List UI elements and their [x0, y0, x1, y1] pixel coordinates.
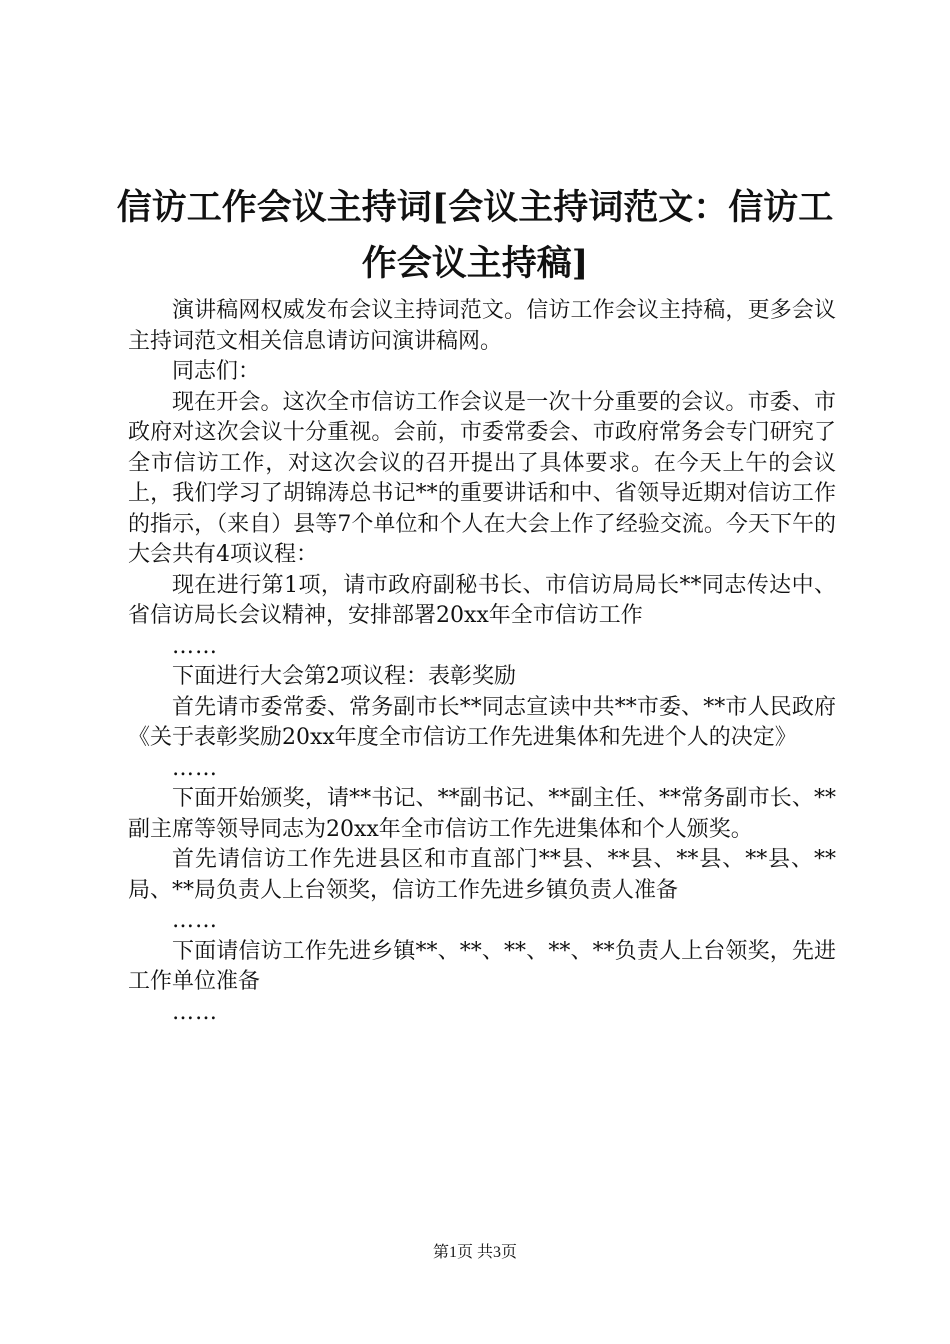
- paragraph-award-towns: 下面请信访工作先进乡镇**、**、**、**、**负责人上台领奖，先进工作单位准备: [128, 938, 836, 994]
- paragraph-awards: 下面开始颁奖，请**书记、**副书记、**副主任、**常务副市长、**副主席等领导同志为20xx年全市信访工作先进集体和个人颁奖。: [128, 786, 836, 842]
- paragraph-opening: 现在开会。这次全市信访工作会议是一次十分重要的会议。市委、市政府对这次会议十分重视。会前，市委常委会、市政府常务会专门研究了全市信访工作，对这次会议的召开提出了具体要求。在今天上午的会议上，我们学习了胡锦涛总书记**的重要讲话和中、省领导近期对信访工作的指示，（来自）县等7个单位和个人在大会上作了经验交流。今天下午的大会共有4项议程：: [128, 389, 836, 567]
- paragraph-award-counties: 首先请信访工作先进县区和市直部门**县、**县、**县、**县、**局、**局负责人上台领奖，信访工作先进乡镇负责人准备: [128, 847, 836, 903]
- paragraph-ellipsis: ……: [172, 999, 218, 1025]
- document-body: [128, 296, 836, 1028]
- paragraph-decision: 首先请市委常委、常务副市长**同志宣读中共**市委、**市人民政府《关于表彰奖励20xx年度全市信访工作先进集体和先进个人的决定》: [128, 694, 836, 750]
- page-footer: 第1页 共3页: [432, 1244, 517, 1261]
- paragraph-ellipsis: ……: [172, 633, 218, 659]
- paragraph-ellipsis: ……: [172, 908, 218, 933]
- document-title: 信访工作会议主持词[会议主持词范文：信访工作会议主持稿]: [116, 187, 834, 284]
- paragraph-agenda-2: 下面进行大会第2项议程：表彰奖励: [172, 664, 516, 689]
- paragraph-intro: 演讲稿网权威发布会议主持词范文。信访工作会议主持稿，更多会议主持词范文相关信息请访问演讲稿网。: [128, 298, 836, 354]
- paragraph-ellipsis: ……: [172, 755, 218, 781]
- paragraph-salutation: 同志们：: [172, 359, 261, 384]
- paragraph-agenda-1: 现在进行第1项，请市政府副秘书长、市信访局局长**同志传达中、省信访局长会议精神，安排部署20xx年全市信访工作: [128, 572, 836, 628]
